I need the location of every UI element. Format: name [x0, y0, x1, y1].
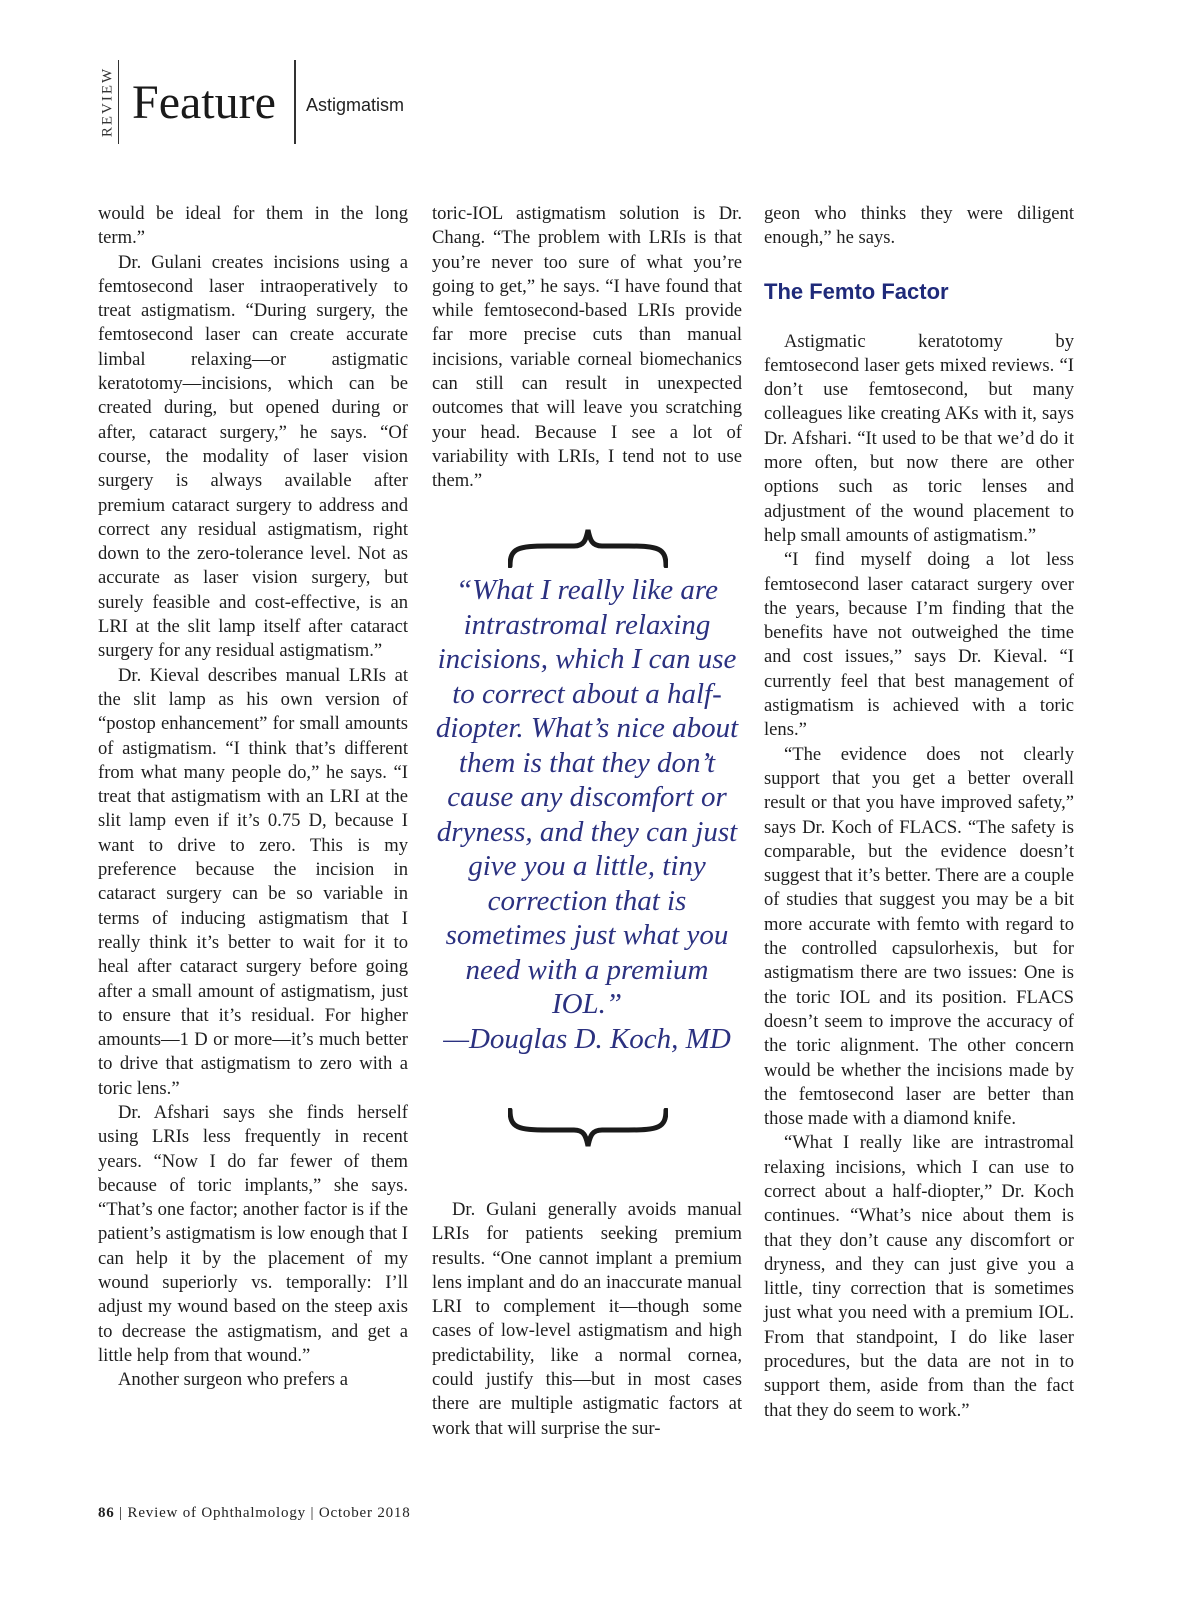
header-divider — [294, 60, 296, 144]
col3-paragraph: “The evidence does not clearly support that you get a better overall result or that you have improved safety,” says Dr. Koch of FLACS. “The safety is comparable, but the evidence doesn’t suggest that it’s better. There are a couple of studies that suggest you may be a bit more accurate with femto with regard to the controlled capsulorhexis, but for astigmatism there are two issues: One is the toric IOL and its position. FLACS doesn’t seem to improve the accuracy of the toric alignment. The other concern would be whether the incisions made by the femtosecond laser are better than those made with a diamond knife. — [764, 743, 1074, 1130]
article-column-1 — [98, 202, 408, 1393]
page-number: 86 — [98, 1505, 115, 1521]
col1-paragraph: Dr. Gulani creates incisions using a femtosecond laser intraoperatively to treat astigmatism. “During surgery, the femtosecond laser can create accurate limbal relaxing—or astigmatic keratotomy—incisions, which can be created during, but opened during or after, cataract surgery,” he says. “Of course, the modality of laser vision surgery is always available after premium cataract surgery to address and correct any residual astigmatism, right down to the zero-tolerance level. Not as accurate as laser vision surgery, but surely feasible and cost-effective, is an LRI at the slit lamp itself after cataract surgery for any residual astigmatism.” — [98, 251, 408, 662]
col1-paragraph: would be ideal for them in the long term.” — [98, 203, 408, 249]
col3-paragraph: geon who thinks they were diligent enough,” he says. — [764, 203, 1074, 249]
col1-paragraph: Another surgeon who prefers a — [118, 1369, 348, 1391]
article-column-3 — [764, 202, 1074, 1423]
col2-paragraph: Dr. Gulani generally avoids manual LRIs for patients seeking premium results. “One cannot implant a premium lens implant and do an inaccurate manual LRI to complement it—though some cases of low-level astigmatism and high predictability, like a normal cornea, could justify this—but in most cases there are multiple astigmatic factors at work that will surprise the sur- — [432, 1199, 742, 1439]
feature-label: Feature — [132, 76, 276, 129]
col3-paragraph: Astigmatic keratotomy by femtosecond laser gets mixed reviews. “I don’t use femtosecond, but many colleagues like creating AKs with it, says Dr. Afshari. “It used to be that we’d do it more often, but now there are other options such as toric lenses and adjustment of the wound placement to help small amounts of astigmatism.” — [764, 330, 1074, 546]
footer-separator: | — [310, 1505, 315, 1521]
issue-date: October 2018 — [318, 1505, 411, 1521]
col1-paragraph: Dr. Kieval describes manual LRIs at the slit lamp as his own version of “postop enhancement” for small amounts of astigmatism. “I think that’s different from what many people do,” he says. “I treat that astigmatism with an LRI at the slit lamp even if it’s 0.75 D, because I want to drive to zero. This is my preference because the incision in cataract surgery can be so variable in terms of inducing astigmatism that I really think it’s better to wait for it to heal after cataract surgery before going after a small amount of astigmatism, just to ensure that it’s residual. For higher amounts—1 D or more—it’s much better to drive that astigmatism to zero with a toric lens.” — [98, 664, 408, 1099]
magazine-vertical-label — [98, 60, 119, 144]
pull-quote — [432, 573, 742, 1056]
col3-paragraph: “What I really like are intrastromal relaxing incisions, which I can use to correct about a half-diopter,” Dr. Koch continues. “What’s nice about them is that they don’t cause any discomfort or dryness, and they can just give you a little, tiny correction that is sometimes just what you need with a premium IOL. From that standpoint, I do like laser procedures, but the data are not in to support them, aside from than the fact that they do seem to work.” — [764, 1132, 1074, 1421]
col2-paragraph: toric-IOL astigmatism solution is Dr. Chang. “The problem with LRIs is that you’re never too sure of what you’re going to get,” he says. “I have found that while femtosecond-based LRIs provide far more precise cuts than manual incisions, variable corneal biomechanics can still can result in unexpected outcomes that will leave you scratching your head. Because I see a lot of variability with LRIs, I tend not to use them.” — [432, 203, 742, 492]
article-column-2 — [432, 202, 742, 494]
col3-paragraph: “I find myself doing a lot less femtosecond laser cataract surgery over the years, because I’m finding that the benefits have not outweighed the time and cost issues,” says Dr. Kieval. “I currently feel that best management of astigmatism is achieved with a toric lens.” — [764, 549, 1074, 741]
footer-separator: | — [119, 1505, 123, 1521]
section-subhead: The Femto Factor — [764, 278, 949, 304]
article-column-2-lower — [432, 1198, 742, 1441]
pull-quote-text: “What I really like are intrastromal relaxing incisions, which I can use to correct about a half-diopter. What’s nice about them is that they don’t cause any discomfort or dryness, and they can just give you a little, tiny correction that is sometimes just what you need with a premium IOL.” — [435, 574, 739, 1020]
curly-brace-top-icon — [508, 528, 668, 568]
page-footer — [98, 1505, 411, 1522]
review-label: REVIEW — [99, 66, 116, 138]
section-label: Astigmatism — [306, 95, 405, 115]
magazine-name: Review of Ophthalmology — [127, 1505, 306, 1521]
curly-brace-bottom-icon — [508, 1108, 668, 1148]
pull-quote-attribution: —Douglas D. Koch, MD — [443, 1022, 731, 1055]
col1-paragraph: Dr. Afshari says she finds herself using LRIs less frequently in recent years. “Now I do far fewer of them because of toric implants,” she says. “That’s one factor; another factor is if the patient’s astigmatism is low enough that I can help it by the placement of my wound superiorly vs. temporally: I’ll adjust my wound based on the steep axis to decrease the astigmatism, and get a little help from that wound.” — [98, 1101, 408, 1366]
